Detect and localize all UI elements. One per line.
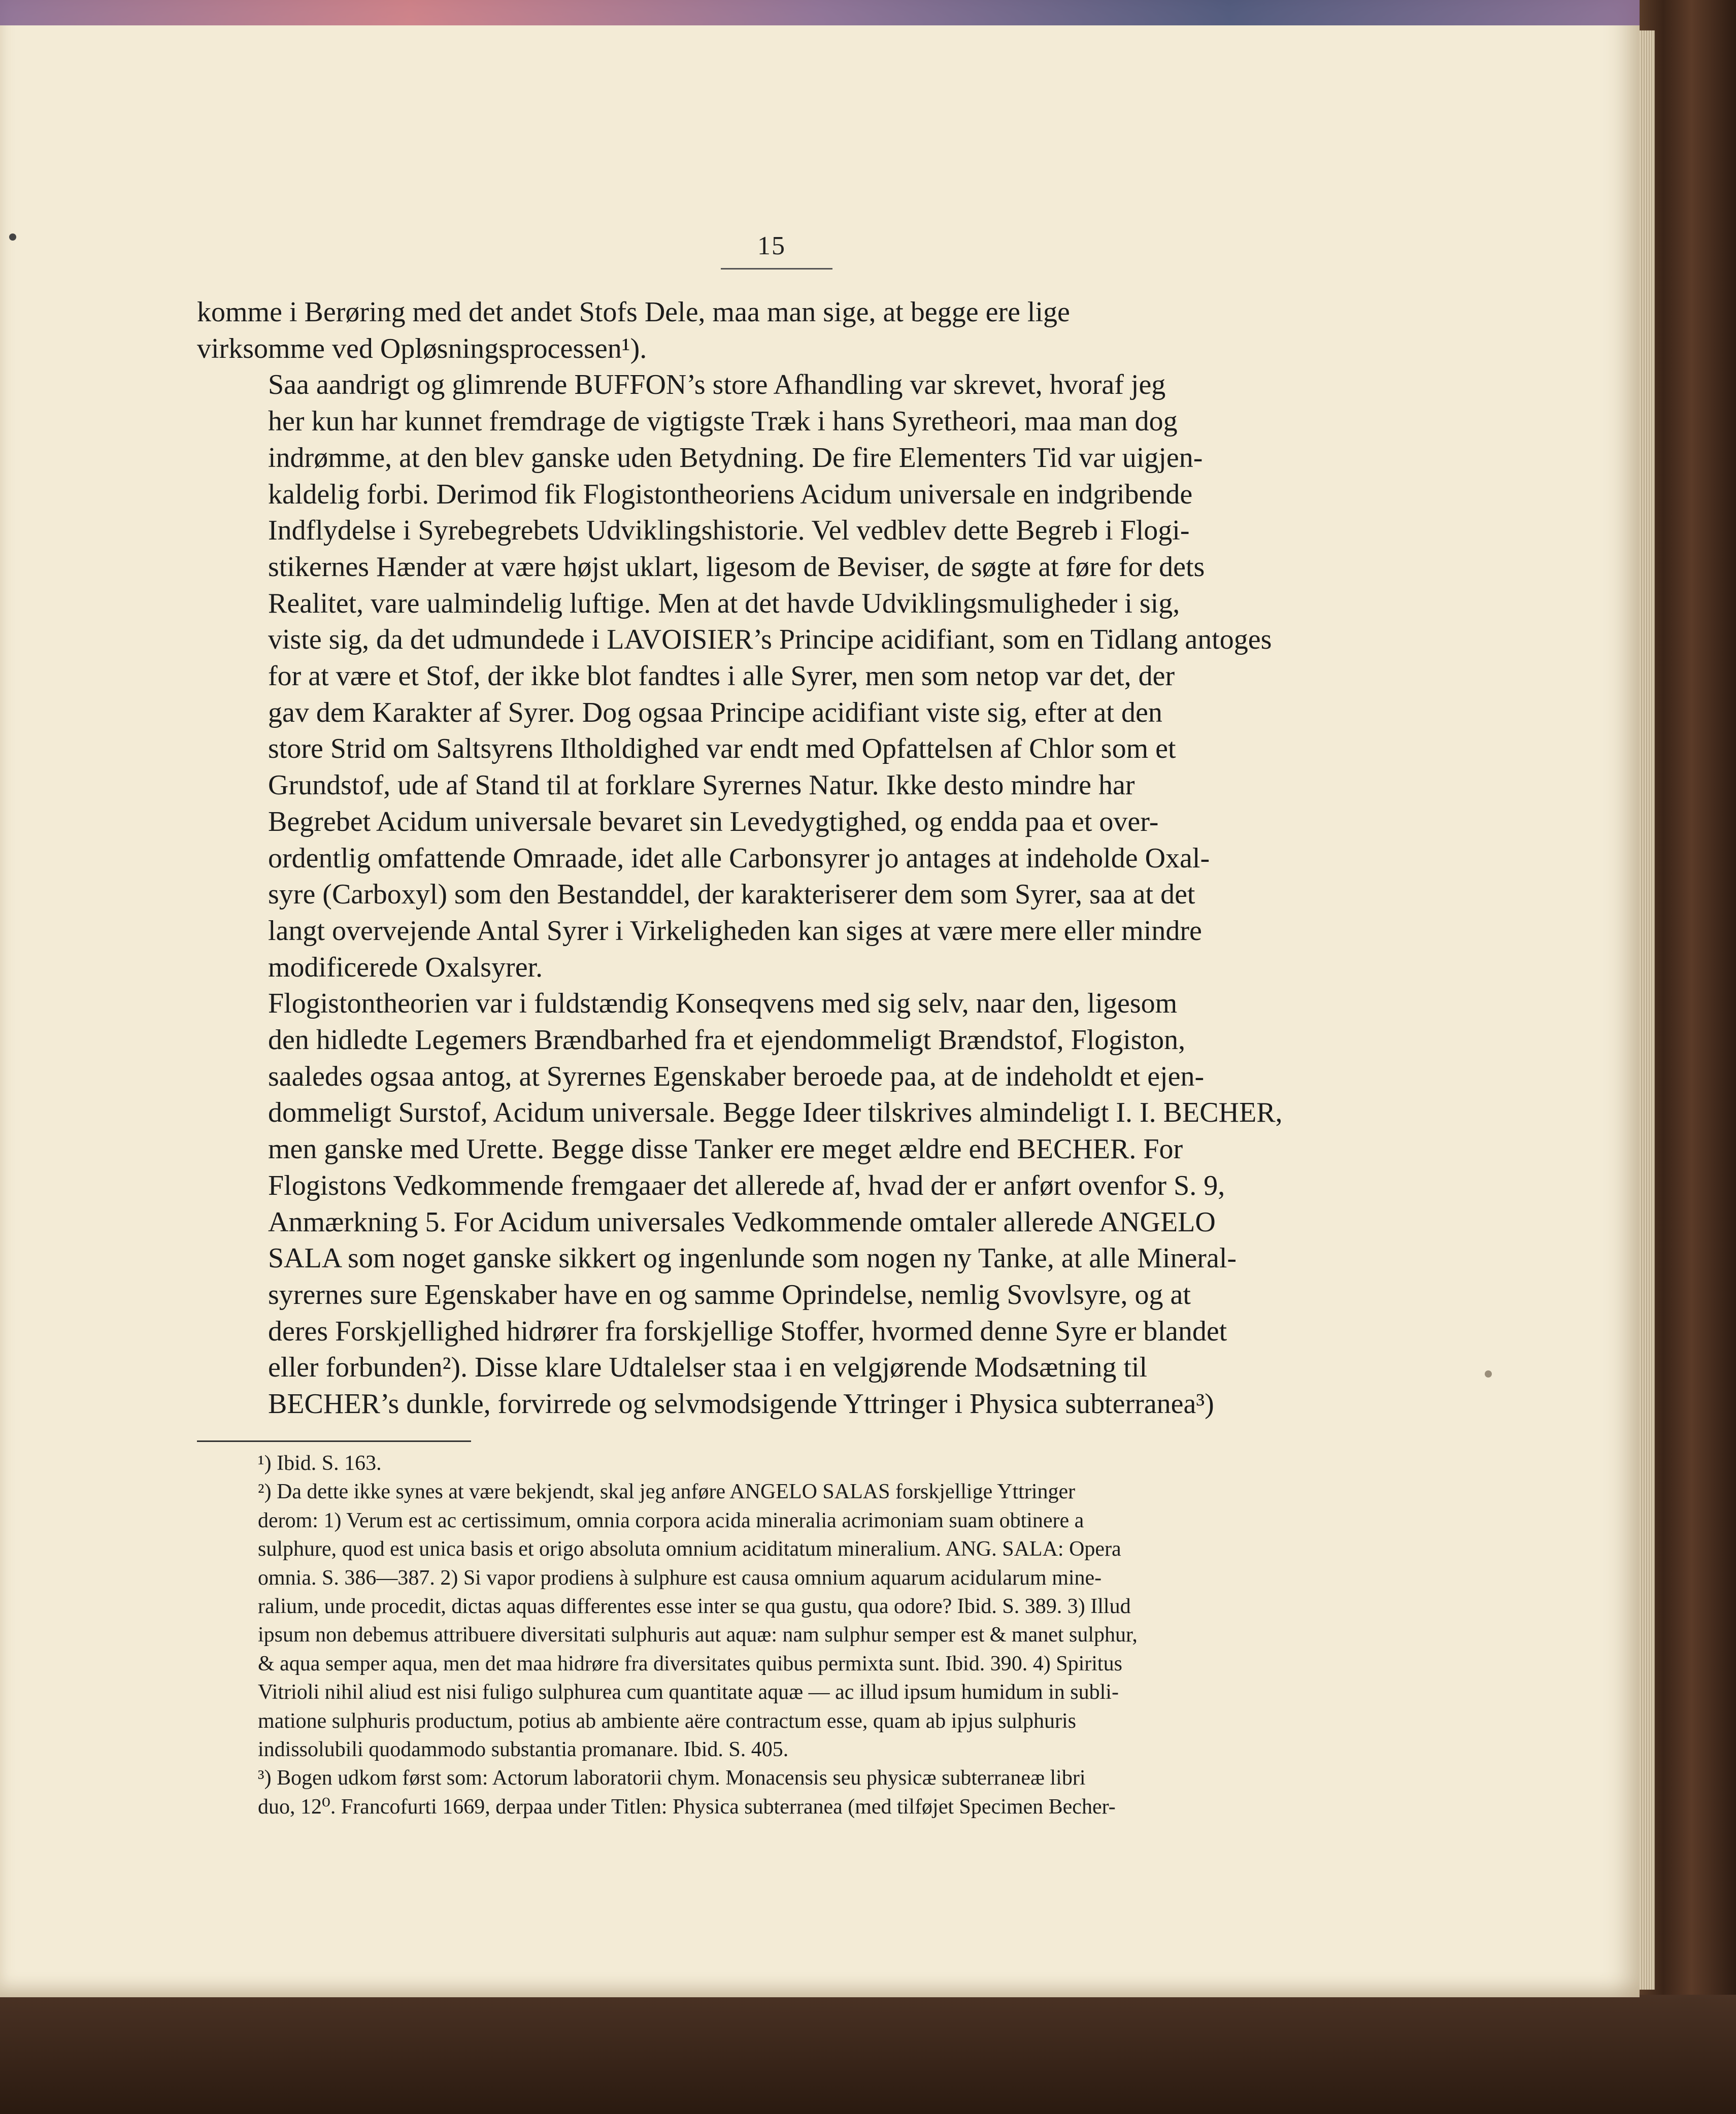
footnote-rule — [197, 1440, 471, 1442]
text-line: Flogistontheorien var i fuldstændig Konseqvens med sig selv, naar den, ligesom — [268, 988, 1178, 1020]
text-line: Realitet, vare ualmindelig luftige. Men at det havde Udviklingsmuligheder i sig, — [268, 587, 1180, 619]
text-line: Begrebet Acidum universale bevaret sin Levedygtighed, og endda paa et over- — [268, 806, 1159, 837]
text-line: viste sig, da det udmundede i LAVOISIER’s Principe acidifiant, som en Tidlang antoges — [268, 624, 1272, 656]
text-line: Grundstof, ude af Stand til at forklare Syrernes Natur. Ikke desto mindre har — [268, 769, 1135, 801]
text-line: saaledes ogsaa antog, at Syrernes Egenskaber beroede paa, at de indeholdt et ejen- — [268, 1060, 1205, 1092]
footnote-line: ralium, unde procedit, dictas aquas differentes esse inter se qua gustu, qua odore? Ibid. S. 389. 3) Illud — [258, 1595, 1131, 1619]
page-number: 15 — [757, 231, 786, 260]
text-line: syrernes sure Egenskaber have en og samme Oprindelse, nemlig Svovlsyre, og at — [268, 1279, 1191, 1311]
text-line: her kun har kunnet fremdrage de vigtigste Træk i hans Syretheori, maa man dog — [268, 406, 1178, 438]
text-line: indrømme, at den blev ganske uden Betydning. De fire Elementers Tid var uigjen- — [268, 442, 1203, 474]
text-line: syre (Carboxyl) som den Bestanddel, der karakteriserer dem som Syrer, saa at det — [268, 879, 1195, 911]
text-line: eller forbunden²). Disse klare Udtalelser staa i en velgjørende Modsætning til — [268, 1352, 1148, 1384]
paragraph-2 — [197, 367, 1339, 986]
footnote-2 — [197, 1478, 1339, 1764]
footnote-line: ¹) Ibid. S. 163. — [258, 1452, 382, 1475]
text-line: virksomme ved Opløsningsprocessen¹). — [197, 332, 647, 364]
text-line: kaldelig forbi. Derimod fik Flogistontheoriens Acidum universale en indgribende — [268, 478, 1193, 510]
footnote-line: sulphure, quod est unica basis et origo absoluta omnium aciditatum mineralium. ANG. SALA: Opera — [258, 1537, 1121, 1561]
footnote-line: ³) Bogen udkom først som: Actorum laboratorii chym. Monacensis seu physicæ subterraneæ libri — [258, 1766, 1086, 1790]
text-line: store Strid om Saltsyrens Iltholdighed var endt med Opfattelsen af Chlor som et — [268, 733, 1176, 765]
footnote-line: matione sulphuris productum, potius ab ambiente aëre contractum esse, quam ab ipjus sulphuris — [258, 1709, 1076, 1733]
paper-speck — [1485, 1370, 1492, 1378]
text-line: langt overvejende Antal Syrer i Virkeligheden kan siges at være mere eller mindre — [268, 915, 1202, 947]
text-line: for at være et Stof, der ikke blot fandtes i alle Syrer, men som netop var det, der — [268, 660, 1175, 692]
text-line: Anmærkning 5. For Acidum universales Vedkommende omtaler allerede ANGELO — [268, 1206, 1216, 1238]
footnote-line: & aqua semper aqua, men det maa hidrøre fra diversitates quibus permixta sunt. Ibid. 390. 4) Spiritus — [258, 1652, 1122, 1675]
footnote-line: omnia. S. 386—387. 2) Si vapor prodiens à sulphure est causa omnium aquarum acidularum mine- — [258, 1566, 1102, 1590]
text-line: gav dem Karakter af Syrer. Dog ogsaa Principe acidifiant viste sig, efter at den — [268, 696, 1162, 728]
footnote-line: Vitrioli nihil aliud est nisi fuligo sulphurea cum quantitate aquæ — ac illud ipsum humidum in subli- — [258, 1681, 1119, 1704]
text-line: Saa aandrigt og glimrende BUFFON’s store Afhandling var skrevet, hvoraf jeg — [268, 369, 1166, 401]
footnote-line: duo, 12⁰. Francofurti 1669, derpaa under Titlen: Physica subterranea (med tilføjet Specimen Becher- — [258, 1795, 1116, 1819]
book-cover-bottom — [0, 1995, 1736, 2114]
text-line: dommeligt Surstof, Acidum universale. Begge Ideer tilskrives almindeligt I. I. BECHER, — [268, 1097, 1283, 1129]
footnote-3 — [197, 1764, 1339, 1821]
text-line: deres Forskjellighed hidrører fra forskjellige Stoffer, hvormed denne Syre er blandet — [268, 1315, 1227, 1347]
page-number-rule — [721, 268, 832, 270]
text-line: Indflydelse i Syrebegrebets Udviklingshistorie. Vel vedblev dette Begreb i Flogi- — [268, 515, 1190, 547]
footnote-line: ²) Da dette ikke synes at være bekjendt, skal jeg anføre ANGELO SALAS forskjellige Yttringer — [258, 1480, 1076, 1504]
footnote-line: indissolubili quodammodo substantia promanare. Ibid. S. 405. — [258, 1738, 789, 1762]
text-line: stikernes Hænder at være højst uklart, ligesom de Beviser, de søgte at føre for dets — [268, 551, 1205, 583]
text-line: komme i Berøring med det andet Stofs Dele, maa man sige, at begge ere lige — [197, 296, 1070, 328]
footnotes — [197, 1449, 1339, 1821]
footnote-line: ipsum non debemus attribuere diversitati sulphuris aut aquæ: nam sulphur semper est & manet sulphur, — [258, 1623, 1138, 1647]
text-line: SALA som noget ganske sikkert og ingenlunde som nogen ny Tanke, at alle Mineral- — [268, 1243, 1237, 1274]
footnote-line: derom: 1) Verum est ac certissimum, omnia corpora acida mineralia acrimoniam suam obtinere a — [258, 1508, 1084, 1532]
footnote-1 — [197, 1449, 1339, 1478]
text-line: ordentlig omfattende Omraade, idet alle Carbonsyrer jo antages at indeholde Oxal- — [268, 842, 1210, 874]
text-line: modificerede Oxalsyrer. — [268, 951, 543, 983]
paragraph-3 — [197, 986, 1339, 1422]
text-line: men ganske med Urette. Begge disse Tanker ere meget ældre end BECHER. For — [268, 1133, 1183, 1165]
text-line: Flogistons Vedkommende fremgaaer det allerede af, hvad der er anført ovenfor S. 9, — [268, 1169, 1225, 1201]
paragraph-1 — [197, 294, 1339, 367]
marbled-endpaper-strip — [0, 0, 1640, 25]
text-line: den hidledte Legemers Brændbarhed fra et ejendommeligt Brændstof, Flogiston, — [268, 1024, 1186, 1056]
text-line: BECHER’s dunkle, forvirrede og selvmodsigende Yttringer i Physica subterranea³) — [268, 1388, 1214, 1420]
paper-speck — [9, 233, 16, 241]
body-text — [197, 294, 1339, 1423]
